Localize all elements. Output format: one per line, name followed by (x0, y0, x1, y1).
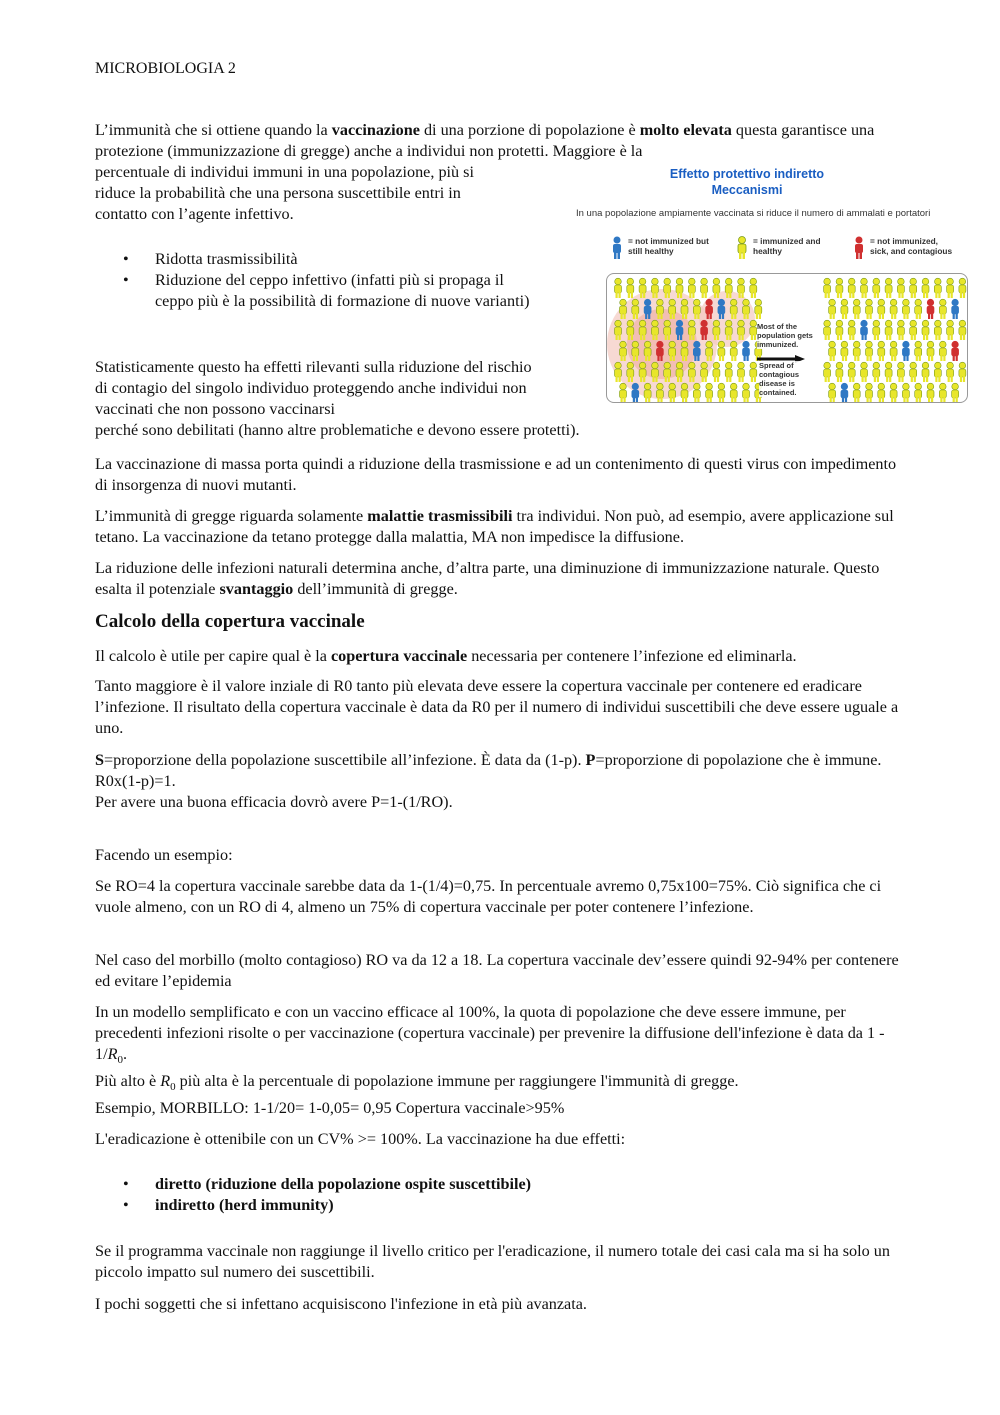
person-yellow-icon (934, 320, 941, 340)
paragraph (95, 1071, 905, 1098)
person-yellow-icon (939, 299, 946, 319)
section-heading (95, 611, 905, 633)
italic-r: R (160, 1072, 171, 1090)
paragraph: Se RO=4 la copertura vaccinale sarebbe data da 1-(1/4)=0,75. In percentuale avremo 0,75x100=75%. Ciò significa che ci vuole almeno, con un RO di 4, almeno un 75% di copertura vaccinale per poter contenere l’infezione. (95, 877, 882, 916)
paragraph-p15 (95, 1129, 905, 1150)
person-yellow-icon (959, 278, 966, 298)
person-yellow-icon (910, 278, 917, 298)
person-yellow-icon (836, 278, 843, 298)
note-text: population gets (757, 331, 813, 340)
paragraph-p10 (95, 876, 905, 918)
person-yellow-icon (934, 278, 941, 298)
person-yellow-icon (885, 320, 892, 340)
person-yellow-icon (947, 278, 954, 298)
figure-title-line2: Meccanismi (711, 183, 783, 197)
paragraph (95, 1002, 905, 1071)
person-yellow-icon (824, 278, 831, 298)
person-yellow-icon (878, 299, 885, 319)
text-run: Più alto è (95, 1072, 161, 1090)
paragraph: Esempio, MORBILLO: 1-1/20= 1-0,05= 0,95 Copertura vaccinale>95% (95, 1099, 565, 1117)
note-text: disease is (759, 379, 795, 388)
person-yellow-icon (934, 362, 941, 382)
person-yellow-icon (735, 236, 749, 260)
paragraph-p8 (95, 750, 905, 813)
person-yellow-icon (947, 362, 954, 382)
bullet-list-1 (95, 225, 535, 326)
text-run: . (122, 1045, 128, 1063)
legend-not-immunized-healthy (612, 236, 709, 256)
legend-immunized-healthy (737, 236, 821, 256)
paragraph: Se il programma vaccinale non raggiunge il livello critico per l'eradicazione, il numero totale dei casi cala ma si ha solo un piccolo impatto sul numero dei suscettibili. (95, 1242, 890, 1281)
person-yellow-icon (915, 341, 922, 361)
paragraph-p11 (95, 950, 905, 992)
person-yellow-icon (750, 320, 757, 340)
person-yellow-icon (615, 278, 622, 298)
note-text: immunized. (757, 340, 799, 349)
text-run: necessaria per contenere l’infezione ed eliminarla. (467, 647, 797, 665)
bullet-item: • Ridotta trasmissibilità (155, 249, 535, 270)
person-yellow-icon (939, 383, 946, 402)
bold-bullet: diretto (riduzione della popolazione ospite suscettibile) (155, 1175, 532, 1193)
person-yellow-icon (841, 299, 848, 319)
person-red-icon (952, 341, 959, 361)
bold-molto-elevata: molto elevata (639, 121, 732, 139)
person-yellow-icon (959, 362, 966, 382)
legend-text: = not immunized, (870, 236, 938, 246)
bold-p: P (585, 751, 596, 769)
person-yellow-icon (853, 299, 860, 319)
text-run: Statisticamente questo ha effetti rilevanti sulla riduzione del rischio di contagio del singolo individuo proteggendo anche individui non vaccinati che non possono vaccinarsi (95, 358, 532, 418)
text-run: =proporzione della popolazione suscettibile all’infezione. È data da (1-p). (104, 751, 586, 769)
legend-text: healthy (753, 246, 783, 256)
paragraph-p5 (95, 558, 905, 600)
paragraph: L'eradicazione è ottenibile con un CV% >= 100%. La vaccinazione ha due effetti: (95, 1130, 626, 1148)
paragraph (95, 506, 905, 548)
person-yellow-icon (873, 320, 880, 340)
person-yellow-icon (750, 278, 757, 298)
bullet-list-2 (95, 1162, 905, 1230)
legend-text: still healthy (628, 246, 674, 256)
legend-text: = not immunized but (628, 236, 709, 246)
person-yellow-icon (861, 278, 868, 298)
bullet-item: • Riduzione del ceppo infettivo (infatti più si propaga il ceppo più è la possibilità di formazione di nuove varianti) (155, 270, 535, 312)
paragraph: La vaccinazione di massa porta quindi a riduzione della trasmissione e ad un contenimento di questi virus con impedimento di insorgenza di nuovi mutanti. (95, 455, 897, 494)
person-blue-icon (610, 236, 624, 260)
paragraph-p3 (95, 454, 905, 496)
person-yellow-icon (890, 299, 897, 319)
person-yellow-icon (897, 320, 904, 340)
bold-copertura-vaccinale: copertura vaccinale (330, 647, 468, 665)
figure-subtitle: In una popolazione ampiamente vaccinata si riduce il numero di ammalati e portatori (576, 208, 931, 219)
person-yellow-icon (627, 278, 634, 298)
paragraph-p13 (95, 1071, 905, 1098)
paragraph: Facendo un esempio: (95, 846, 233, 864)
intro-line-1 (95, 120, 905, 162)
figure-title-line1: Effetto protettivo indiretto (669, 167, 825, 181)
paragraph (95, 750, 905, 771)
person-yellow-icon (910, 362, 917, 382)
formula-line: R0x(1-p)=1. (95, 772, 176, 790)
person-blue-icon (861, 320, 868, 340)
paragraph-p6 (95, 646, 905, 667)
subscript: 0 (117, 1054, 123, 1067)
text-run: tra individui. Non può, ad esempio, avere applicazione sul tetano. La vaccinazione da tetano protegge dalla malattia, MA non impedisce la diffusione. (95, 507, 894, 546)
note-text: Most of the (757, 322, 797, 331)
person-yellow-icon (902, 299, 909, 319)
text-run: L’immunità di gregge riguarda solamente (95, 507, 368, 525)
subscript: 0 (170, 1081, 176, 1094)
paragraph-p4 (95, 506, 905, 548)
legend-text: sick, and contagious (870, 246, 953, 256)
person-yellow-icon (897, 278, 904, 298)
person-yellow-icon (922, 320, 929, 340)
text-run: In un modello semplificato e con un vaccino efficace al 100%, la quota di popolazione che deve essere immune, per precedenti infezioni risolte o per vaccinazione (copertura vaccinale) per prevenire la diffusione dell'infezione è data da 1 - 1/ (95, 1003, 885, 1063)
person-yellow-icon (848, 320, 855, 340)
person-red-icon (927, 299, 934, 319)
person-yellow-icon (939, 341, 946, 361)
text-run: di una porzione di popolazione è (419, 121, 640, 139)
paragraph: Tanto maggiore è il valore inziale di R0 tanto più elevata deve essere la copertura vaccinale per contenere ed eradicare l’infezione. Il risultato della copertura vaccinale è data da R0 per il numero di individui suscettibili che deve essere uguale a uno. (95, 677, 899, 737)
bullet-item (155, 1174, 905, 1195)
text-run: perché sono debilitati (hanno altre problematiche e devono essere protetti). (95, 421, 580, 439)
bullet-item (155, 1195, 905, 1216)
bold-s: S (95, 751, 105, 769)
person-yellow-icon (952, 383, 959, 402)
text-run: L’immunità che si ottiene quando la (95, 121, 332, 139)
page-header: MICROBIOLOGIA 2 (95, 60, 236, 77)
person-yellow-icon (885, 278, 892, 298)
paragraph-p12 (95, 1002, 905, 1071)
paragraph-p9 (95, 845, 905, 866)
person-yellow-icon (927, 341, 934, 361)
text-run: questa garantisce una protezione (immunizzazione di gregge) anche a individui non protetti. Maggiore è la (95, 121, 875, 160)
person-yellow-icon (824, 320, 831, 340)
intro-paragraph-2 (95, 357, 905, 441)
legend-text: = immunized and (753, 236, 821, 246)
paragraph-p17 (95, 1294, 905, 1315)
paragraph-p14 (95, 1098, 905, 1119)
person-yellow-icon (848, 278, 855, 298)
person-yellow-icon (927, 383, 934, 402)
italic-r: R (107, 1045, 118, 1063)
bold-vaccinazione: vaccinazione (331, 121, 420, 139)
note-text: contained. (759, 388, 797, 397)
text-run: Il calcolo è utile per capire qual è la (95, 647, 331, 665)
heading-calcolo: Calcolo della copertura vaccinale (95, 611, 365, 632)
bold-malattie-trasmissibili: malattie trasmissibili (367, 507, 513, 525)
paragraph (95, 357, 905, 441)
paragraph (95, 646, 905, 667)
person-yellow-icon (922, 278, 929, 298)
person-yellow-icon (755, 299, 762, 319)
note-text: contagious (759, 370, 800, 379)
formula-line: Per avere una buona efficacia dovrò avere P=1-(1/RO). (95, 793, 453, 811)
text-run: dell’immunità di gregge. (293, 580, 458, 598)
text-run: più alta è la percentuale di popolazione immune per raggiungere l'immunità di gregge. (175, 1072, 739, 1090)
person-yellow-icon (701, 278, 708, 298)
person-yellow-icon (829, 299, 836, 319)
person-yellow-icon (922, 362, 929, 382)
paragraph-p7 (95, 676, 905, 739)
bold-bullet: indiretto (herd immunity) (155, 1196, 334, 1214)
text-run: La riduzione delle infezioni naturali determina anche, d’altra parte, una diminuzione di immunizzazione naturale. Questo esalta il potenziale (95, 559, 880, 598)
paragraph-p16 (95, 1241, 905, 1283)
bold-svantaggio: svantaggio (219, 580, 294, 598)
paragraph: Nel caso del morbillo (molto contagioso) RO va da 12 a 18. La copertura vaccinale dev’essere quindi 92-94% per contenere ed evitare l’epidemia (95, 951, 899, 990)
person-yellow-icon (910, 320, 917, 340)
person-red-icon (852, 236, 866, 260)
person-yellow-icon (915, 299, 922, 319)
person-yellow-icon (688, 278, 695, 298)
person-yellow-icon (947, 320, 954, 340)
person-yellow-icon (959, 320, 966, 340)
note-immunized (757, 322, 817, 349)
intro-narrow-text: percentuale di individui immuni in una popolazione, più si riduce la probabilità che una persona suscettibile entri in contatto con l’agente infettivo. (95, 163, 474, 223)
person-yellow-icon (915, 383, 922, 402)
person-yellow-icon (873, 278, 880, 298)
intro-text (95, 120, 905, 225)
paragraph (95, 558, 905, 600)
note-text: Spread of (759, 361, 794, 370)
paragraph: I pochi soggetti che si infettano acquisiscono l'infezione in età più avanzata. (95, 1295, 587, 1313)
person-blue-icon (952, 299, 959, 319)
person-yellow-icon (866, 299, 873, 319)
legend-sick-contagious (854, 236, 952, 256)
text-run: =proporzione di popolazione che è immune. (595, 751, 882, 769)
person-yellow-icon (836, 320, 843, 340)
